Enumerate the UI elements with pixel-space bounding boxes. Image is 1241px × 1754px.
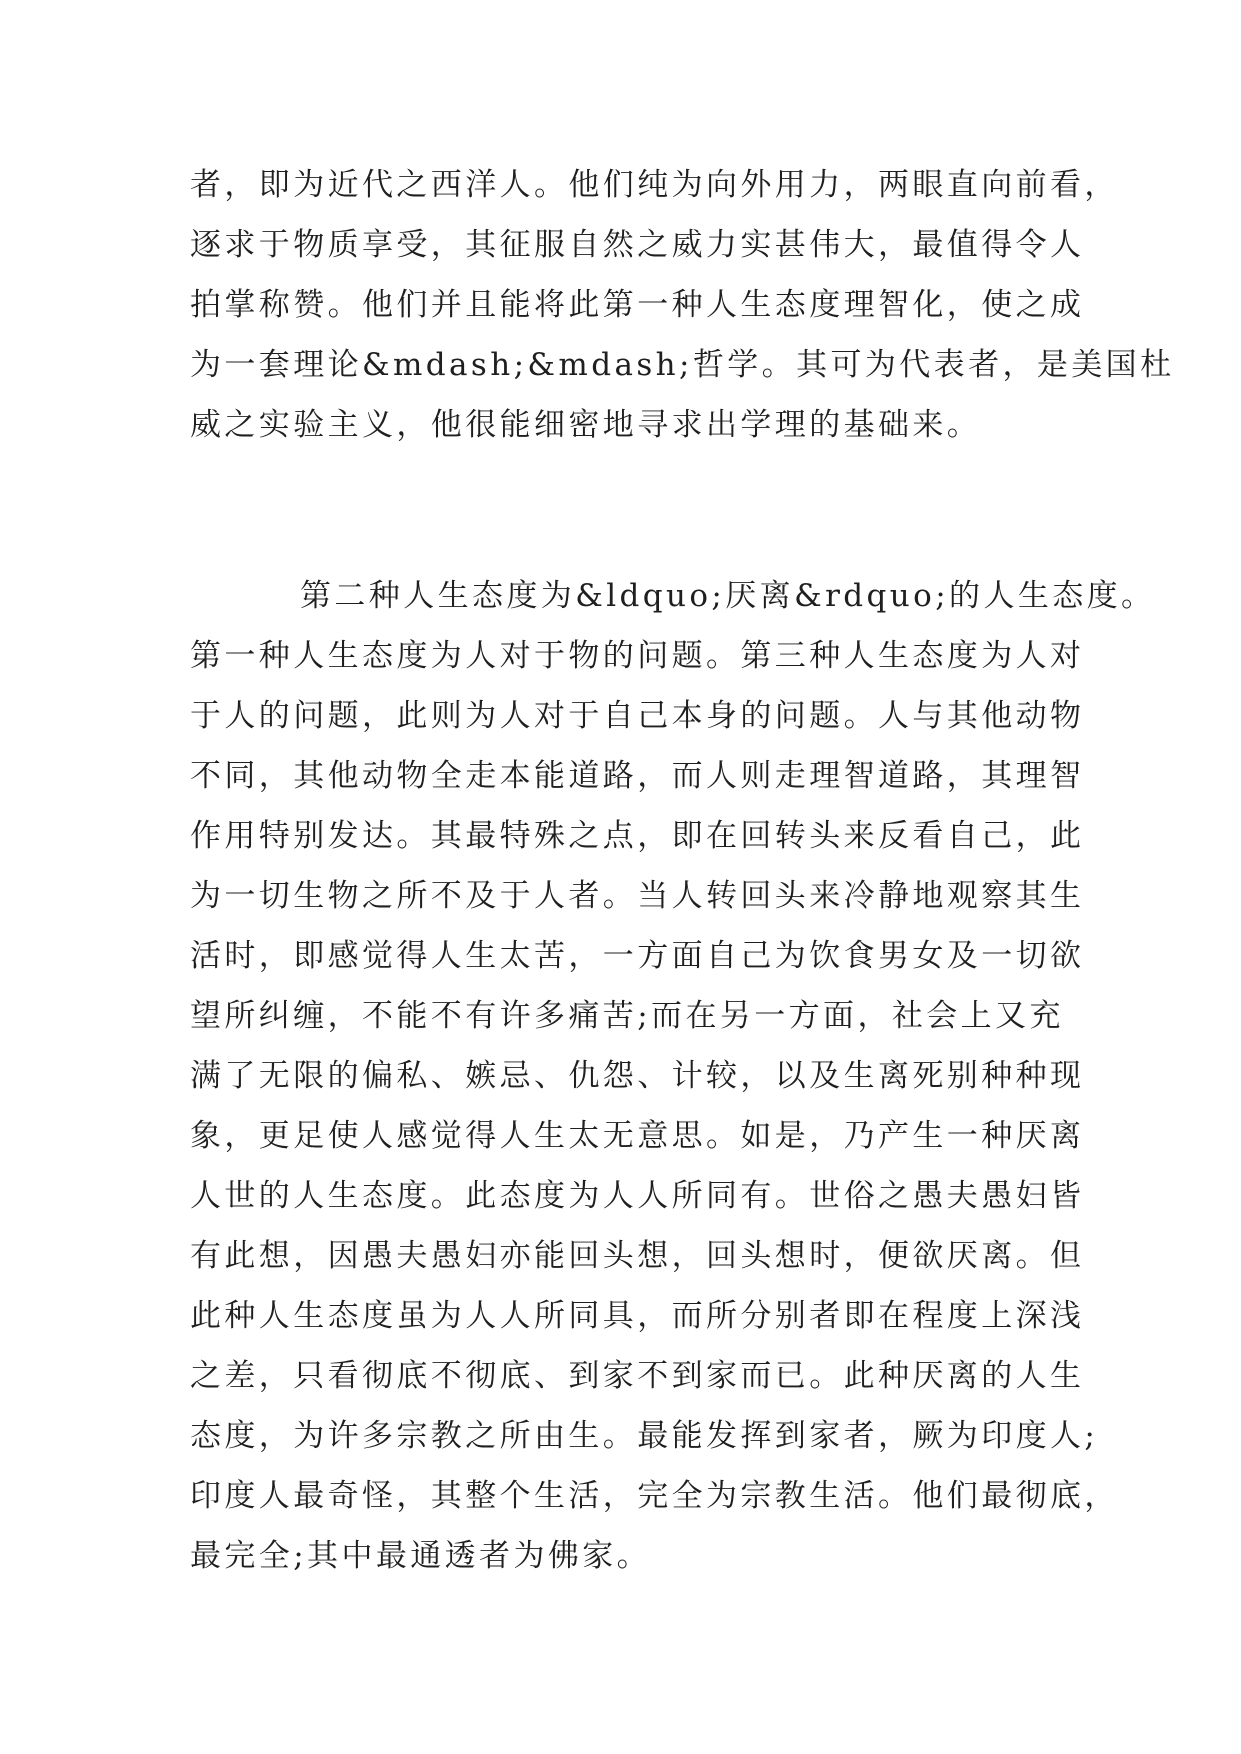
paragraph-1: [190, 155, 1175, 455]
paragraph-line: 作用特别发达。其最特殊之点，即在回转头来反看自己，此: [190, 818, 1085, 854]
paragraph-line: 不同，其他动物全走本能道路，而人则走理智道路，其理智: [190, 758, 1085, 794]
paragraph-line: 满了无限的偏私、嫉忌、仇怨、计较，以及生离死别种种现: [190, 1058, 1085, 1094]
paragraph-line: 活时，即感觉得人生太苦，一方面自己为饮食男女及一切欲: [190, 938, 1085, 974]
paragraph-line: 为一套理论&mdash;&mdash;哲学。其可为代表者，是美国杜: [190, 347, 1175, 383]
paragraph-line: 第二种人生态度为&ldquo;厌离&rdquo;的人生态度。: [300, 578, 1156, 614]
paragraph-line: 者，即为近代之西洋人。他们纯为向外用力，两眼直向前看，: [190, 167, 1119, 203]
paragraph-line: 于人的问题，此则为人对于自己本身的问题。人与其他动物: [190, 698, 1085, 734]
paragraph-line: 为一切生物之所不及于人者。当人转回头来冷静地观察其生: [190, 878, 1085, 914]
paragraph-line: 印度人最奇怪，其整个生活，完全为宗教生活。他们最彻底，: [190, 1478, 1119, 1514]
paragraph-line: 人世的人生态度。此态度为人人所同有。世俗之愚夫愚妇皆: [190, 1178, 1085, 1214]
paragraph-line: 威之实验主义，他很能细密地寻求出学理的基础来。: [190, 407, 982, 443]
paragraph-line: 拍掌称赞。他们并且能将此第一种人生态度理智化，使之成: [190, 287, 1085, 323]
paragraph-line: 象，更足使人感觉得人生太无意思。如是，乃产生一种厌离: [190, 1118, 1085, 1154]
paragraph-2: [190, 566, 1156, 1586]
paragraph-line: 逐求于物质享受，其征服自然之威力实甚伟大，最值得令人: [190, 227, 1085, 263]
paragraph-line: 最完全;其中最通透者为佛家。: [190, 1538, 652, 1574]
paragraph-line: 之差，只看彻底不彻底、到家不到家而已。此种厌离的人生: [190, 1358, 1085, 1394]
paragraph-line: 第一种人生态度为人对于物的问题。第三种人生态度为人对: [190, 638, 1085, 674]
paragraph-line: 态度，为许多宗教之所由生。最能发挥到家者，厥为印度人;: [190, 1418, 1099, 1454]
paragraph-line: 此种人生态度虽为人人所同具，而所分别者即在程度上深浅: [190, 1298, 1085, 1334]
paragraph-line: 望所纠缠，不能不有许多痛苦;而在另一方面，社会上又充: [190, 998, 1064, 1034]
paragraph-line: 有此想，因愚夫愚妇亦能回头想，回头想时，便欲厌离。但: [190, 1238, 1085, 1274]
